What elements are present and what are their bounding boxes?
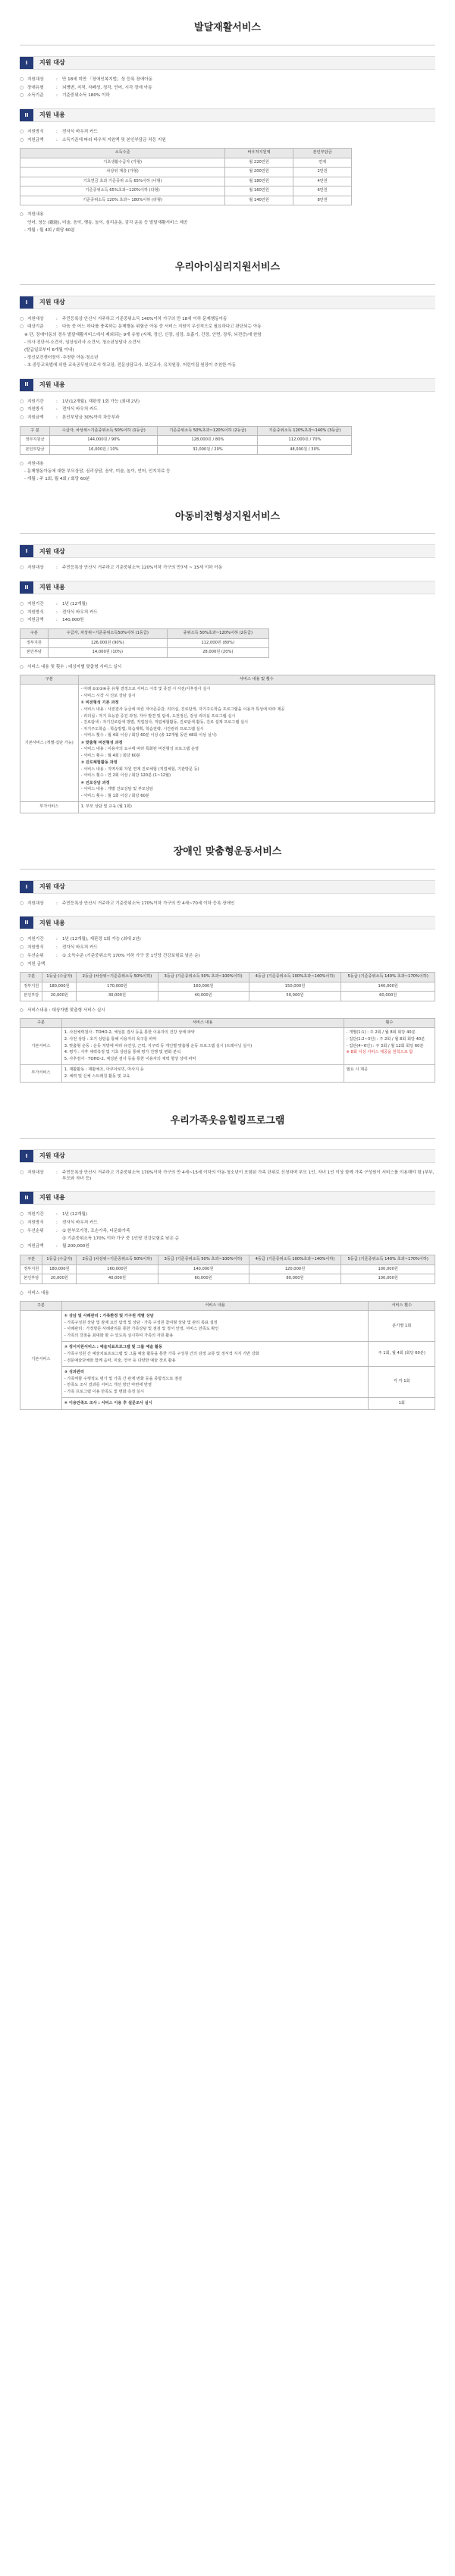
bullet-row: ○ 장애유형 : 뇌병변, 지적, 자폐성, 청각, 언어, 시각 장애 아동 [20,84,152,90]
bullet-row: ○ 지원기간 : 1년 (12개월) [20,601,88,607]
section-number: I [20,1150,33,1162]
note-line: (발급일로부터 6개월 이내) [24,348,74,353]
program-text: 언어, 청능 (聽能), 미술, 음악, 행동, 놀이, 심리운동, 감각 운동 등 발달재활서비스 제공 [27,220,188,225]
table-row: 정부지원금 144,000원 / 90% 128,000원 / 80% 112,000원 / 70% [20,436,352,446]
circle-bullet-icon: ○ [20,324,24,330]
circle-bullet-icon: ○ [20,128,24,134]
bullet-row: ○ 지원대상 : 주민등록상 안산시 거주하고 기준중위소득 170%이하 가구의 만 4세~70세 이하 등록 장애인 [20,900,235,906]
section-header-content [20,108,435,122]
service-list-heading: ○ 서비스 내용 및 횟수 : 대상자별 맞춤형 서비스 실시 [20,664,122,669]
bullet-row: ○ 지원방식 : 전자식 바우처 카드 [20,406,98,412]
section-header-content [20,1191,435,1205]
service-disabled-exercise [20,819,435,1083]
bullet-row: ○ 지원대상 : 주민등록상 안산시 거주하고 기준중위소득 170%이하 가구의 만 4세~15세 이하의 아동·청소년이 포함된 가족 단위로 신청하며 부모 1인, 자녀 1인 이상 함께 가족 구성원이 서비스를 이용해야 함 (부부, 부모와 자녀 등) [20,1170,435,1182]
note-line: - 초·중등교육법에 의한 교육공무원으로서 학교장, 전문상담교사, 보건교사, 유치원장, 어린이집 원장이 추천한 아동 [24,363,237,368]
bullet-row: ○ 지원방식 : 전자식 바우처 카드 [20,1219,98,1225]
section-header-target [20,296,435,309]
program-block: ② 정서지원서비스 : 예술치료프로그램 및 그룹 예술 활동 - 가족구성원 간 예술치료프로그램 및 그룹 예술 활동을 통한 가족 구성원 간의 감정 교류 및 정서적 지지 기반 강화 - 전문예술단체와 함께 음악, 미술, 연극 등 다양한 예술 장르 활용 [61,1342,369,1367]
circle-bullet-icon: ○ [20,1227,24,1233]
section-header-content [20,581,435,594]
bullet-row: ○ 지원기간 : 1년(12개월), 재판정 1회 가능 (최대 2년) [20,398,140,404]
table-row: 기초연금 초과 기준중위 소득 65%이하 (나형) 월 180만원 4만원 [20,177,352,186]
section-label: 지원 내용 [39,111,65,119]
section-header-target [20,880,435,894]
program-text: - 문제행동아동에 대한 부모상담, 심리상담, 음악, 미술, 놀이, 언어, 인지치료 등 [24,469,171,475]
circle-bullet-icon: ○ [20,315,24,321]
section-label: 지원 대상 [39,882,65,890]
bullet-row: ○ 지원방식 : 전자식 바우처 카드 [20,609,98,615]
service-title: 우리가족웃음힐링프로그램 [20,1114,435,1139]
section-number: II [20,379,33,391]
section-label: 지원 내용 [39,919,65,926]
highlight-note: ※ 8회 이상 서비스 제공을 원칙으로 함 [346,1050,413,1055]
circle-bullet-icon: ○ [20,462,24,467]
program-list: 1. 사전체력검사 · TOHO-2, 체성분 검사 등을 통한 이용자의 건강 상태 파악 2. 사전 상담 : 초기 상담을 통해 이용자의 욕구를 파악 3. 맞춤형 운동 : 운동 처방에 따라 유연성, 근력, 지구력 등 개인별 맞춤형 운동 프로그램 실시 (트레이닝 실시) 4. 평가 : 사후 체력측정 및 기초 상담을 통해 평가 진행 및 변화 분석 5. 사후검사 · TOHO-2, 체성분 검사 등을 통한 이용자의 체력 향상 상태 파악 [61,1028,344,1065]
bullet-row: ○ 대상기준 : 다음 중 어느 하나를 충족하는 문제행동 위험군 아동 중 서비스 지원이 우선적으로 필요하다고 판단되는 아동 [20,324,262,330]
section-label: 지원 대상 [39,1152,65,1160]
bullet-row: ○ 지원금액 : 본인부담금 30%까지 차등부과 [20,414,120,420]
table-row: ② 정서지원서비스 : 예술치료프로그램 및 그룹 예술 활동 - 가족구성원 간 예술치료프로그램 및 그룹 예술 활동을 통한 가족 구성원 간의 감정 교류 및 정서적 지지 기반 강화 - 전문예술단체와 함께 음악, 미술, 연극 등 다양한 예술 장르 활용 주 1회, 월 4회 (회당 60분) [20,1342,435,1367]
bullet-row: ○ 지원 금액 [20,961,46,967]
service-title: 발달재활서비스 [20,21,435,45]
section-number: I [20,881,33,893]
table-row: 기준중위소득 65%초과~120%이하 (다형) 월 160만원 6만원 [20,186,352,196]
section-header-content [20,916,435,929]
table-row: 정부지원 180,000원 160,000원 140,000원 120,000원 100,000원 [20,1264,435,1274]
circle-bullet-icon: ○ [20,952,24,958]
service-family-healing [20,1089,435,1410]
circle-bullet-icon: ○ [20,945,24,951]
table-row: 기초생활수급자 (가형) 월 220만원 면제 [20,158,352,168]
bullet-row: ○ 우선순위 : ① 소득수준 (기준중위소득 170% 이하 가구 중 1인당 건강보험료 낮은 순) [20,952,200,958]
circle-bullet-icon: ○ [20,1219,24,1225]
support-amount-table: 구분 1등급 (수급자) 2등급 (차상위~기준중위소득 50%이하) 3등급 (기준중위소득 50% 초과~100%이하) 4등급 (기준중위소득 100%초과~140%이하) 5등급 (기준중위소득 140% 초과~170%이하) 정부지원 180,000원 170,000원 160,000원 150,000원 140,000원 본인부담 20,000원 30,000원 40,000원 50,000원 60,000원 [20,972,435,1001]
table-row: ④ 이용만족도 조사 : 서비스 이용 후 설문조사 실시 1회 [20,1398,435,1410]
note-line: ※ 단, 장애아동의 경우 발달재활서비스에서 제외되는 9개 유형 (지체, 정신, 신장, 심장, 호흡기, 간장, 안면, 장루, 뇌전증)에 한함 [24,333,262,338]
table-row: 차상위 계층 (가형) 월 200만원 2만원 [20,168,352,177]
service-list-heading: ○ 서비스 내용 [20,1290,49,1296]
circle-bullet-icon: ○ [20,900,24,906]
service-developmental-rehab [20,0,435,233]
schedule-text: - 개월 : 월 4회 / 회당 60분 [24,227,75,233]
table-row: 부가서비스 1. 부모 상담 및 교육 (월 1회) [20,802,435,813]
table-row: 본인부담 20,000원 30,000원 40,000원 50,000원 60,000원 [20,992,435,1001]
circle-bullet-icon: ○ [20,1008,24,1013]
section-number: II [20,1192,33,1204]
bullet-row: ○ 지원대상 : 만 18세 미만 「장애인복지법」상 등록 장애아동 [20,76,153,82]
support-amount-table: 구 분 수급자, 차상위~기준중위소득 50%이하 (1등급) 기준중위소득 50%초과~120%이하 (2등급) 기준중위소득 120%초과~140% (3등급) 정부지원금 144,000원 / 90% 128,000원 / 80% 112,000원 / 70% 본인부담금 16,000원 / 10% 32,000원 / 20% 48,000원 / 30% [20,426,352,456]
bullet-row: ○ 지원금액 : 월 200,000원 [20,1243,89,1249]
circle-bullet-icon: ○ [20,1243,24,1249]
table-row: ③ 성과관리 - 가족역할 수행정도 평가 및 가족 간 관계 변화 등을 종합적으로 점검 - 만족도 조사 결과를 서비스 개선 방안 마련에 반영 - 가족 프로그램 이용 만족도 및 변화 측정 실시 각 각 1회 [20,1367,435,1398]
section-number: II [20,109,33,121]
circle-bullet-icon: ○ [20,406,24,412]
bullet-row: ② 기준중위소득 170% 이하 가구 중 1인당 건강보험료 낮은 순 [62,1236,180,1242]
circle-bullet-icon: ○ [20,212,24,218]
circle-bullet-icon: ○ [20,617,24,623]
table-row: 기본서비스 (개별·집단 가능) - 아래 ①②③④중 유형 결정으로 서비스 시작 및 종결 시 사전/사후검사 실시 - 서비스 시작 시 진로 상담 실시 ① 비전형성 기본 과정 - 서비스 내용 : 사전검사 등급에 따른 자아존중감, 리더십, 진로탐색, 자기주도학습 프로그램을 이용자 특성에 따라 제공 - 리더십 : 자기 효능감 증진 과정, 자아 발견 및 탐색, 도전정신, 감성 리더십 프로그램 실시 - 진로탐색 : 자기진로탐색 방법, 직업검사, 직업체험활동, 진로탐색 활동, 진로 설계 프로그램 실시 - 자기주도학습 : 학습방법, 학습계획, 학습전략, 시간관리 프로그램 실시 - 서비스 횟수 : 월 4회 이상 / 회당 60분 이상 (총 12개월 동안 48회 이상 실시) ② 맞춤형 비전형성 과정 - 서비스 내용 : 이용자의 요구에 따라 특화된 비전형성 프로그램 운영 - 서비스 횟수 : 월 4회 / 회당 60분 ③ 진로체험활동 과정 - 서비스 내용 : 지역사회 자원 연계 진로체험 (직업체험, 기관방문 등) - 서비스 횟수 : 연 2회 이상 / 회당 120분 (1~12월) ④ 진로상담 과정 - 서비스 내용 : 개별 진로상담 및 부모상담 - 서비스 횟수 : 월 1회 이상 / 회당 60분 [20,685,435,802]
program-heading: ○ 지원내용 [20,212,44,218]
bullet-row: ○ 지원기간 : 1년 (12개월) [20,1211,88,1217]
circle-bullet-icon: ○ [20,1211,24,1217]
table-row: 부가서비스 1. 재활활동 : 재활체조, 아쿠아로빅, 마사지 등 2. 체력 및 신체 스트레칭 활동 및 교육 필요 시 제공 [20,1065,435,1083]
support-amount-table: 구분 1등급 (수급자) 2등급 (차상위~기준중위소득 50%이하) 3등급 (기준중위소득 50% 초과~100%이하) 4등급 (기준중위소득 100%초과~140%이하) 5등급 (기준중위소득 140% 초과~170%이하) 정부지원 180,000원 160,000원 140,000원 120,000원 100,000원 본인부담 20,000원 40,000원 60,000원 80,000원 100,000원 [20,1255,435,1284]
service-list-heading: ○ 서비스내용 : 대상자별 맞춤형 서비스 실시 [20,1008,105,1013]
table-row: 정부지원 180,000원 170,000원 160,000원 150,000원 140,000원 [20,982,435,992]
service-detail-table: 구분 서비스 내용 서비스 횟수 기본서비스 ① 상담 및 사례관리 : 가족환경 및 가구원 개별 상담 - 가족구성원 상담 및 잠재 요인 탐색 및 상담 · 가족 구성원 참여형 상담 및 관리 목표 설정 - 사례관리 : 가정방문 사례관리를 통한 가족상담 및 점검 및 정서 안정, 서비스 만족도 확인 - 가족의 강점을 최대화 할 수 있도록 실시하여 가족의 자원 활용 분기별 1회 ② 정서지원서비스 : 예술치료프로그램 및 그룹 예술 활동 - 가족구성원 간 예술치료프로그램 및 그룹 예술 활동을 통한 가족 구성원 간의 감정 교류 및 정서적 지지 기반 강화 - 전문예술단체와 함께 음악, 미술, 연극 등 다양한 예술 장르 활용 주 1회, 월 4회 (회당 60분) ③ 성과관리 - 가족역할 수행정도 평가 및 가족 간 관계 변화 등을 종합적으로 점검 - 만족도 조사 결과를 서비스 개선 방안 마련에 반영 - 가족 프로그램 이용 만족도 및 변화 측정 실시 각 각 1회 ④ 이용만족도 조사 : 서비스 이용 후 설문조사 실시 1회 [20,1301,435,1410]
table-row: 기본서비스 ① 상담 및 사례관리 : 가족환경 및 가구원 개별 상담 - 가족구성원 상담 및 잠재 요인 탐색 및 상담 · 가족 구성원 참여형 상담 및 관리 목표 설정 - 사례관리 : 가정방문 사례관리를 통한 가족상담 및 점검 및 정서 안정, 서비스 만족도 확인 - 가족의 강점을 최대화 할 수 있도록 실시하여 가족의 자원 활용 분기별 1회 [20,1311,435,1342]
section-number: I [20,296,33,309]
circle-bullet-icon: ○ [20,136,24,143]
section-number: I [20,545,33,557]
bullet-row: ○ 지원금액 : 소득기준에 따라 바우처 지원액 및 본인부담금 차등 지원 [20,136,166,143]
circle-bullet-icon: ○ [20,398,24,404]
section-number: II [20,917,33,929]
service-title: 장애인 맞춤형운동서비스 [20,845,435,870]
section-number: II [20,581,33,594]
circle-bullet-icon: ○ [20,92,24,99]
bullet-row: ○ 지원방식 : 전자식 바우처 카드 [20,945,98,951]
circle-bullet-icon: ○ [20,1170,24,1176]
section-header-target [20,544,435,558]
bullet-row: ○ 지원금액 : 140,000원 [20,617,84,623]
service-child-psych-support [20,235,435,483]
section-header-target [20,1149,435,1163]
table-row: 본인부담금 16,000원 / 10% 32,000원 / 20% 48,000원 / 30% [20,445,352,455]
program-block: ④ 이용만족도 조사 : 서비스 이용 후 설문조사 실시 [61,1398,369,1410]
service-detail-table: 구분 서비스 내용 횟수 기본서비스 1. 사전체력검사 · TOHO-2, 체성분 검사 등을 통한 이용자의 건강 상태 파악 2. 사전 상담 : 초기 상담을 통해 이용자의 욕구를 파악 3. 맞춤형 운동 : 운동 처방에 따라 유연성, 근력, 지구력 등 개인별 맞춤형 운동 프로그램 실시 (트레이닝 실시) 4. 평가 : 사후 체력측정 및 기초 상담을 통해 평가 진행 및 변화 분석 5. 사후검사 · TOHO-2, 체성분 검사 등을 통한 이용자의 체력 향상 상태 파악 - 개별(1:1) : 주 2회 / 월 8회 회당 40분 - 집단(1:2~3인) : 주 2회 / 월 8회 회당 40분 - 집단(4~6인) : 주 3회 / 월 12회 회당 60분 ※ 8회 이상 서비스 제공을 원칙으로 함 부가서비스 1. 재활활동 : 재활체조, 아쿠아로빅, 마사지 등 2. 체력 및 신체 스트레칭 활동 및 교육 필요 시 제공 [20,1018,435,1083]
note-line: - 정신보건센터장이 ·추천한 아동·청소년 [24,356,99,361]
bullet-row: ○ 지원기간 : 1년 (12개월), 재판정 1회 가능 (최대 2년) [20,936,141,942]
circle-bullet-icon: ○ [20,84,24,90]
table-row: 본인부담 20,000원 40,000원 60,000원 80,000원 100,000원 [20,1274,435,1284]
service-title: 아동비전형성지원서비스 [20,510,435,534]
section-label: 지원 내용 [39,381,65,388]
section-header-content [20,378,435,392]
program-list: - 아래 ①②③④중 유형 결정으로 서비스 시작 및 종결 시 사전/사후검사 실시 - 서비스 시작 시 진로 상담 실시 ① 비전형성 기본 과정 - 서비스 내용 : 사전검사 등급에 따른 자아존중감, 리더십, 진로탐색, 자기주도학습 프로그램을 이용자 특성에 따라 제공 - 리더십 : 자기 효능감 증진 과정, 자아 발견 및 탐색, 도전정신, 감성 리더십 프로그램 실시 - 진로탐색 : 자기진로탐색 방법, 직업검사, 직업체험활동, 진로탐색 활동, 진로 설계 프로그램 실시 - 자기주도학습 : 학습방법, 학습계획, 학습전략, 시간관리 프로그램 실시 - 서비스 횟수 : 월 4회 이상 / 회당 60분 이상 (총 12개월 동안 48회 이상 실시) ② 맞춤형 비전형성 과정 - 서비스 내용 : 이용자의 요구에 따라 특화된 비전형성 프로그램 운영 - 서비스 횟수 : 월 4회 / 회당 60분 ③ 진로체험활동 과정 - 서비스 내용 : 지역사회 자원 연계 진로체험 (직업체험, 기관방문 등) - 서비스 횟수 : 연 2회 이상 / 회당 120분 (1~12월) ④ 진로상담 과정 - 서비스 내용 : 개별 진로상담 및 부모상담 - 서비스 횟수 : 월 1회 이상 / 회당 60분 [78,685,435,802]
table-row: 기준중위소득 120% 초과~ 180%이하 (라형) 월 140만원 8만원 [20,196,352,205]
note-line: - 의사 진단서·소견서, 임상심리사 소견서, 청소년상담사 소견서 [24,340,141,346]
support-amount-table: 소득수준 바우처지원액 본인부담금 기초생활수급자 (가형) 월 220만원 면제 차상위 계층 (가형) 월 200만원 2만원 기초연금 초과 기준중위 소득 65%이하 (나형) 월 180만원 4만원 기준중위소득 65%초과~120%이하 (다형) 월 160만원 6만원 기준중위소득 120% 초과~ 180%이하 (라형) 월 140만원 8만원 [20,148,352,205]
bullet-row: ○ 지원방식 : 전자식 바우처 카드 [20,128,98,134]
circle-bullet-icon: ○ [20,664,24,669]
circle-bullet-icon: ○ [20,1290,24,1296]
service-child-vision [20,484,435,813]
circle-bullet-icon: ○ [20,76,24,82]
service-detail-table: 구분 서비스 내용 및 횟수 기본서비스 (개별·집단 가능) - 아래 ①②③④중 유형 결정으로 서비스 시작 및 종결 시 사전/사후검사 실시 - 서비스 시작 시 진로 상담 실시 ① 비전형성 기본 과정 - 서비스 내용 : 사전검사 등급에 따른 자아존중감, 리더십, 진로탐색, 자기주도학습 프로그램을 이용자 특성에 따라 제공 - 리더십 : 자기 효능감 증진 과정, 자아 발견 및 탐색, 도전정신, 감성 리더십 프로그램 실시 - 진로탐색 : 자기진로탐색 방법, 직업검사, 직업체험활동, 진로탐색 활동, 진로 설계 프로그램 실시 - 자기주도학습 : 학습방법, 학습계획, 학습전략, 시간관리 프로그램 실시 - 서비스 횟수 : 월 4회 이상 / 회당 60분 이상 (총 12개월 동안 48회 이상 실시) ② 맞춤형 비전형성 과정 - 서비스 내용 : 이용자의 요구에 따라 특화된 비전형성 프로그램 운영 - 서비스 횟수 : 월 4회 / 회당 60분 ③ 진로체험활동 과정 - 서비스 내용 : 지역사회 자원 연계 진로체험 (직업체험, 기관방문 등) - 서비스 횟수 : 연 2회 이상 / 회당 120분 (1~12월) ④ 진로상담 과정 - 서비스 내용 : 개별 진로상담 및 부모상담 - 서비스 횟수 : 월 1회 이상 / 회당 60분 부가서비스 1. 부모 상담 및 교육 (월 1회) [20,675,435,813]
section-label: 지원 내용 [39,1194,65,1202]
support-amount-table: 구분 수급자, 차상위~기준중위소득50%이하 (1등급) 중위소득 50%초과~120%이하 (2등급) 정부지원 126,000원 (90%) 112,000원 (80%) 본인부담 14,000원 (10%) 28,000원 (20%) [20,628,269,658]
section-header-target [20,56,435,70]
bullet-row: ○ 소득기준 : 기준중위소득 180% 이하 [20,92,110,99]
service-title: 우리아이심리지원서비스 [20,261,435,285]
circle-bullet-icon: ○ [20,961,24,967]
section-label: 지원 대상 [39,298,65,306]
bullet-row: ○ 우선순위 : ① 한부모가정, 조손가족, 다문화가족 [20,1227,130,1233]
section-number: I [20,57,33,69]
table-row: 정부지원 126,000원 (90%) 112,000원 (80%) [20,638,269,648]
circle-bullet-icon: ○ [20,601,24,607]
table-row: 기본서비스 1. 사전체력검사 · TOHO-2, 체성분 검사 등을 통한 이용자의 건강 상태 파악 2. 사전 상담 : 초기 상담을 통해 이용자의 욕구를 파악 3. 맞춤형 운동 : 운동 처방에 따라 유연성, 근력, 지구력 등 개인별 맞춤형 운동 프로그램 실시 (트레이닝 실시) 4. 평가 : 사후 체력측정 및 기초 상담을 통해 평가 진행 및 변화 분석 5. 사후검사 · TOHO-2, 체성분 검사 등을 통한 이용자의 체력 향상 상태 파악 - 개별(1:1) : 주 2회 / 월 8회 회당 40분 - 집단(1:2~3인) : 주 2회 / 월 8회 회당 40분 - 집단(4~6인) : 주 3회 / 월 12회 회당 60분 ※ 8회 이상 서비스 제공을 원칙으로 함 [20,1028,435,1065]
circle-bullet-icon: ○ [20,936,24,942]
circle-bullet-icon: ○ [20,609,24,615]
table-row: 본인부담 14,000원 (10%) 28,000원 (20%) [20,648,269,658]
section-label: 지원 내용 [39,584,65,591]
section-label: 지원 대상 [39,59,65,67]
program-heading: ○ 지원내용 [20,462,44,467]
circle-bullet-icon: ○ [20,565,24,571]
program-block: ① 상담 및 사례관리 : 가족환경 및 가구원 개별 상담 - 가족구성원 상담 및 잠재 요인 탐색 및 상담 · 가족 구성원 참여형 상담 및 관리 목표 설정 - 사례관리 : 가정방문 사례관리를 통한 가족상담 및 점검 및 정서 안정, 서비스 만족도 확인 - 가족의 강점을 최대화 할 수 있도록 실시하여 가족의 자원 활용 [61,1311,369,1342]
bullet-row: ○ 지원대상 : 주민등록상 안산시 거주하고 기준중위소득 140%이하 가구의 만 18세 이하 문제행동아동 [20,315,228,321]
section-label: 지원 대상 [39,547,65,555]
bullet-row: ○ 지원대상 : 주민등록상 안산시 거주하고 기준중위소득 120%이하 가구의 만7세 ~ 15세 이하 아동 [20,565,223,571]
program-block: ③ 성과관리 - 가족역할 수행정도 평가 및 가족 간 관계 변화 등을 종합적으로 점검 - 만족도 조사 결과를 서비스 개선 방안 마련에 반영 - 가족 프로그램 이용 만족도 및 변화 측정 실시 [61,1367,369,1398]
schedule-text: - 개월 : 주 1회, 월 4회 / 회당 60분 [24,477,90,482]
circle-bullet-icon: ○ [20,414,24,420]
